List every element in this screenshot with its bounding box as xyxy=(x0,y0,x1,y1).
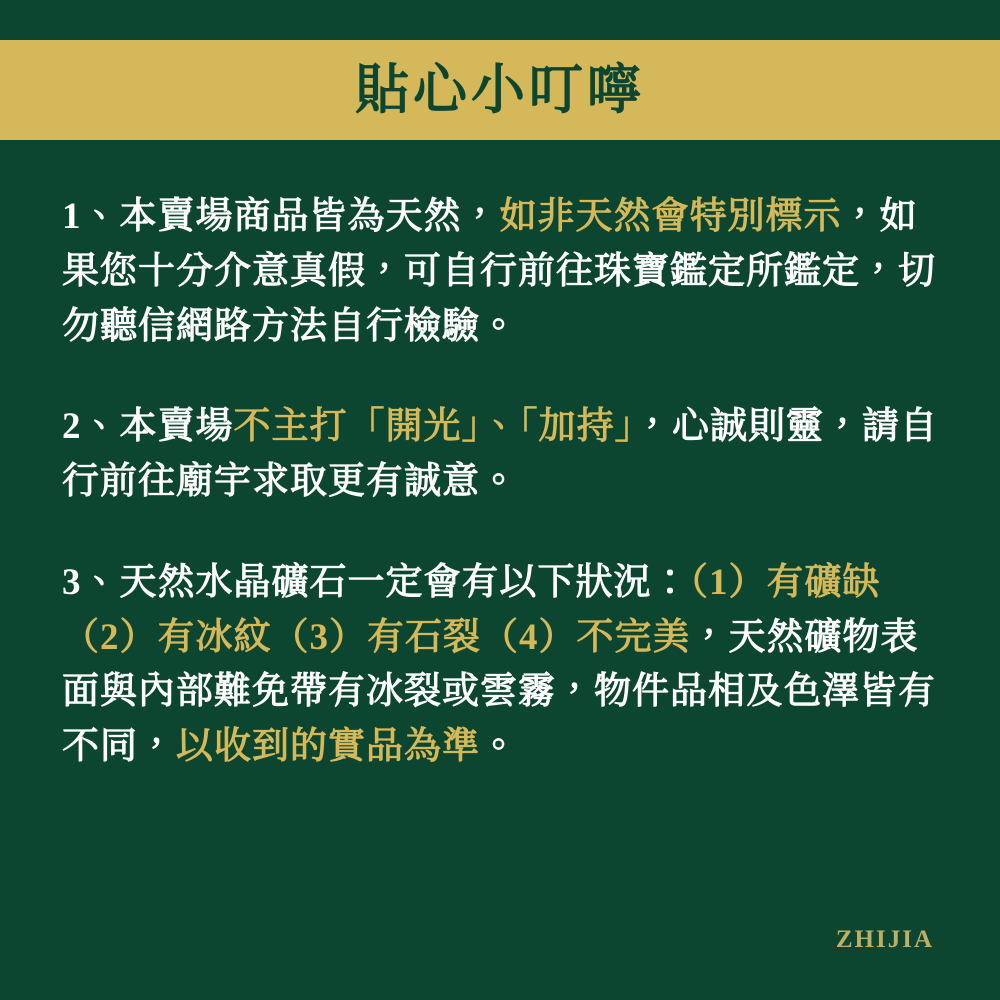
note-segment: 3、天然水晶礦石一定會有以下狀況： xyxy=(62,561,690,603)
brand-watermark: ZHIJIA xyxy=(835,926,934,953)
note-item xyxy=(62,556,942,775)
page-title: 貼心小叮嚀 xyxy=(355,60,645,120)
note-segment-highlight: 不主打「開光」、「加持」 xyxy=(233,406,634,448)
note-segment: 2、本賣場 xyxy=(62,406,234,448)
note-segment: ，天然礦物表面與內部難免帶有冰裂或雲霧，物件品相及色澤皆有不同， xyxy=(62,616,936,767)
note-segment: ，如果您十分介意真假，可自行前往珠寶鑑定所鑑定，切勿聽信網路方法自行檢驗。 xyxy=(62,196,936,347)
note-segment: 1、本賣場商品皆為天然， xyxy=(62,196,500,237)
note-segment: ，心誠則靈，請自行前往廟宇求取更有誠意。 xyxy=(62,406,938,502)
note-segment: 。 xyxy=(480,726,518,767)
note-segment-highlight: 如非天然會特別標示 xyxy=(499,196,842,237)
note-segment-highlight: 以收到的實品為準 xyxy=(176,726,480,767)
note-segment-highlight: （1）有礦缺（2）有冰紋（3）有石裂（4）不完美 xyxy=(62,561,881,658)
note-item xyxy=(62,400,942,510)
note-item xyxy=(62,190,942,354)
notes-list xyxy=(62,190,942,775)
banner-header xyxy=(0,40,1000,140)
